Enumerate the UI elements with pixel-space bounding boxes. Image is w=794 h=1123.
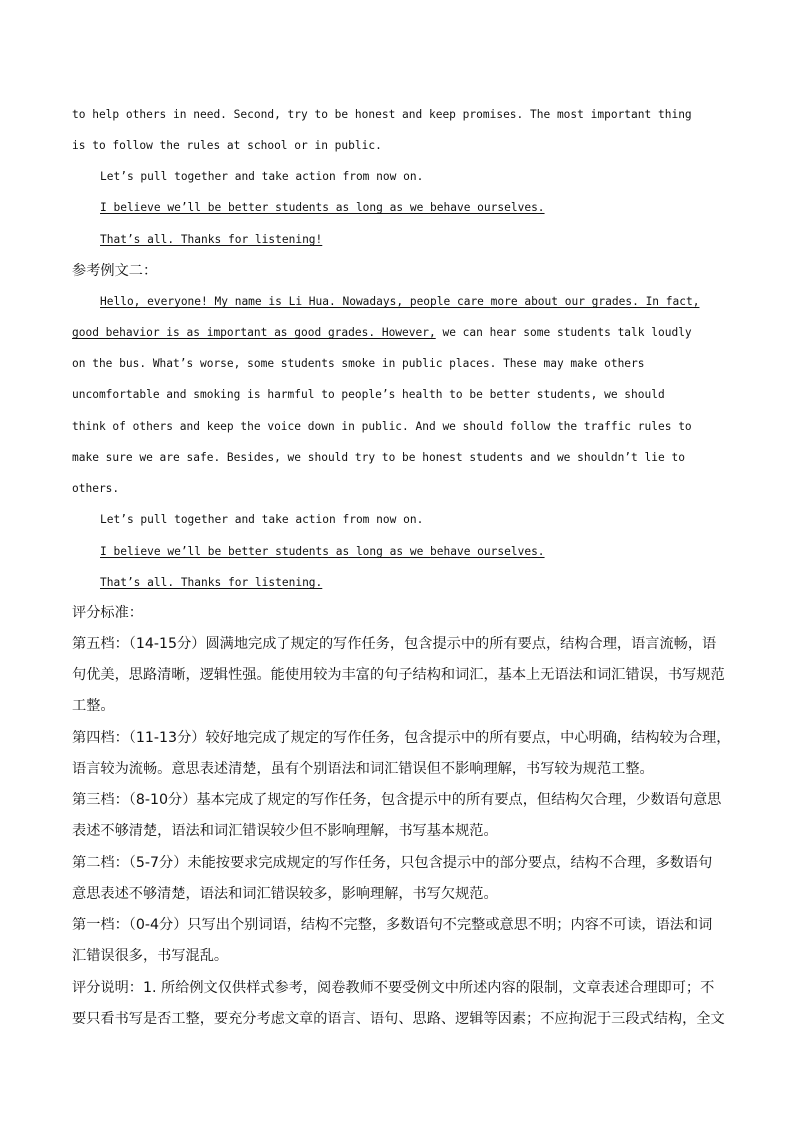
criteria-line: 意思表述不够清楚，语法和词汇错误较多，影响理解，书写欠规范。 bbox=[72, 886, 498, 902]
criteria-line: 句优美，思路清晰，逻辑性强。能使用较为丰富的句子结构和词汇，基本上无语法和词汇错误，书写规范 bbox=[72, 667, 725, 683]
essay2-line-1: Hello, everyone! My name is Li Hua. Nowadays, people care more about our grades. In fact, bbox=[100, 295, 700, 308]
essay1-line-1: to help others in need. Second, try to be honest and keep promises. The most important thing bbox=[72, 108, 692, 121]
criteria-line: 汇错误很多，书写混乱。 bbox=[72, 948, 229, 964]
essay2-line-2 bbox=[72, 326, 692, 339]
criteria-line: 第四档：（11-13分）较好地完成了规定的写作任务，包含提示中的所有要点，中心明确，结构较为合理， bbox=[72, 730, 731, 746]
criteria-line: 工整。 bbox=[72, 698, 115, 714]
essay2-closing-1: Let’s pull together and take action from now on. bbox=[100, 513, 424, 526]
essay2-closing-3: That’s all. Thanks for listening. bbox=[100, 576, 323, 589]
essay2-line-3: on the bus. What’s worse, some students smoke in public places. These may make others bbox=[72, 357, 645, 370]
criteria-line: 第一档：（0-4分）只写出个别词语，结构不完整，多数语句不完整或意思不明；内容不可读，语法和词 bbox=[72, 917, 713, 933]
essay1-closing-2: I believe we’ll be better students as long as we behave ourselves. bbox=[100, 201, 545, 214]
criteria-line: 语言较为流畅。意思表述清楚，虽有个别语法和词汇错误但不影响理解，书写较为规范工整。 bbox=[72, 761, 654, 777]
essay2-line-4: uncomfortable and smoking is harmful to people’s health to be better students, we should bbox=[72, 388, 665, 401]
essay2-line-2-rest: we can hear some students talk loudly bbox=[435, 326, 692, 339]
essay2-line-5: think of others and keep the voice down in public. And we should follow the traffic rules to bbox=[72, 420, 692, 433]
essay2-line-2-underlined: good behavior is as important as good grades. However, bbox=[72, 326, 436, 339]
essay2-line-7: others. bbox=[72, 482, 120, 495]
notes-line: 要只看书写是否工整，要充分考虑文章的语言、语句、思路、逻辑等因素；不应拘泥于三段式结构，全文 bbox=[72, 1011, 725, 1027]
notes-line: 评分说明：1. 所给例文仅供样式参考，阅卷教师不要受例文中所述内容的限制，文章表述合理即可；不 bbox=[72, 980, 715, 996]
criteria-line: 第五档：（14-15分）圆满地完成了规定的写作任务，包含提示中的所有要点，结构合理，语言流畅，语 bbox=[72, 636, 717, 652]
essay2-heading: 参考例文二： bbox=[72, 263, 158, 279]
criteria-line: 第三档：（8-10分）基本完成了规定的写作任务，包含提示中的所有要点，但结构欠合理，少数语句意思 bbox=[72, 792, 722, 808]
essay1-closing-1: Let’s pull together and take action from now on. bbox=[100, 170, 424, 183]
criteria-line: 第二档：（5-7分）未能按要求完成规定的写作任务，只包含提示中的部分要点，结构不合理，多数语句 bbox=[72, 855, 713, 871]
essay2-line-6: make sure we are safe. Besides, we should try to be honest students and we shouldn’t lie to bbox=[72, 451, 685, 464]
essay2-closing-2: I believe we’ll be better students as long as we behave ourselves. bbox=[100, 545, 545, 558]
essay1-closing-3: That’s all. Thanks for listening! bbox=[100, 233, 323, 246]
essay1-line-2: is to follow the rules at school or in public. bbox=[72, 139, 382, 152]
criteria-heading: 评分标准： bbox=[72, 605, 143, 621]
criteria-line: 表述不够清楚，语法和词汇错误较少但不影响理解，书写基本规范。 bbox=[72, 823, 498, 839]
